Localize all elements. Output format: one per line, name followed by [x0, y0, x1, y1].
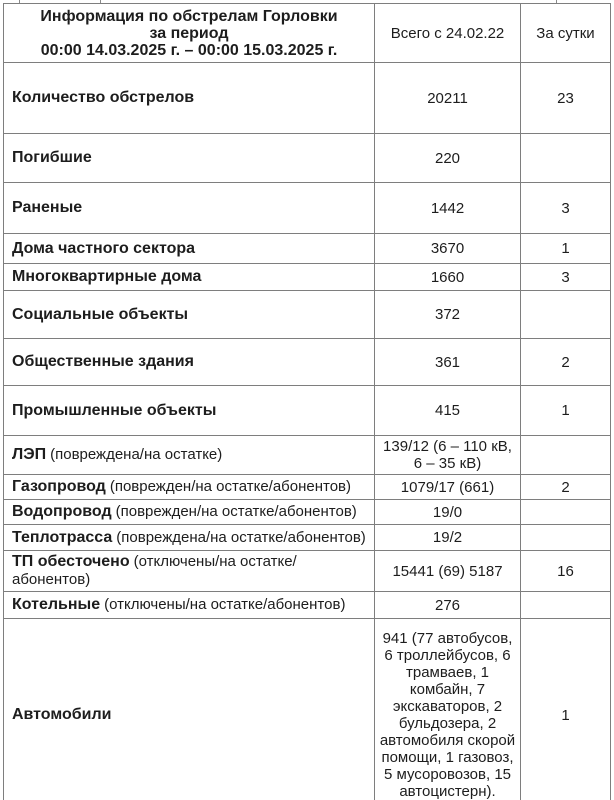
row-daily-value [521, 592, 611, 619]
row-label-note: (поврежден/на остатке/абонентов) [115, 503, 357, 520]
row-label: Количество обстрелов [12, 89, 195, 106]
table-row [4, 619, 611, 800]
row-total-value: 1079/17 (661) [375, 475, 521, 500]
row-label-cell [4, 63, 375, 134]
row-label: Теплотрасса [12, 528, 113, 546]
row-label-cell [4, 475, 375, 500]
row-total-value: 139/12 (6 – 110 кВ, 6 – 35 кВ) [375, 436, 521, 475]
table-row [4, 592, 611, 619]
table-row [4, 475, 611, 500]
row-label-cell [4, 234, 375, 264]
table-row [4, 500, 611, 525]
row-label-cell [4, 551, 375, 592]
row-total-value: 372 [375, 291, 521, 339]
row-total-value: 19/0 [375, 500, 521, 525]
row-label: Водопровод [12, 503, 112, 520]
table-row [4, 525, 611, 551]
table-row [4, 386, 611, 436]
table-body [4, 63, 611, 800]
row-label-note: (повреждена/на остатке) [50, 446, 223, 463]
row-label: Промышленные объекты [12, 401, 217, 419]
column-header-daily: За сутки [521, 4, 611, 63]
row-daily-value: 23 [521, 63, 611, 134]
row-label: Дома частного сектора [12, 239, 196, 257]
row-total-value: 276 [375, 592, 521, 619]
row-daily-value: 1 [521, 234, 611, 264]
row-total-value: 220 [375, 134, 521, 183]
row-label-cell [4, 500, 375, 525]
row-daily-value: 1 [521, 619, 611, 800]
row-daily-value: 2 [521, 475, 611, 500]
row-label: Многоквартирные дома [12, 268, 202, 285]
row-label: Автомобили [12, 706, 112, 723]
table-row [4, 436, 611, 475]
row-daily-value: 1 [521, 386, 611, 436]
row-label: ТП обесточено [12, 553, 130, 570]
row-label: Котельные [12, 596, 101, 613]
row-label-cell [4, 592, 375, 619]
row-daily-value: 16 [521, 551, 611, 592]
row-total-value: 361 [375, 339, 521, 386]
table-row [4, 551, 611, 592]
row-total-value: 3670 [375, 234, 521, 264]
report-title-line1: Информация по обстрелам Горловки [40, 7, 338, 25]
row-label: Газопровод [12, 478, 106, 495]
row-daily-value [521, 525, 611, 551]
row-label-cell [4, 436, 375, 475]
row-total-value: 20211 [375, 63, 521, 134]
row-label: Погибшие [12, 149, 92, 166]
row-label-cell [4, 291, 375, 339]
table-row [4, 234, 611, 264]
row-label-note: (поврежден/на остатке/абонентов) [109, 478, 352, 495]
row-daily-value [521, 134, 611, 183]
row-label-cell [4, 264, 375, 291]
row-label-note: (отключены/на остатке/абонентов) [104, 596, 346, 613]
row-label-cell [4, 183, 375, 234]
row-daily-value: 3 [521, 183, 611, 234]
report-title-line3: 00:00 14.03.2025 г. – 00:00 15.03.2025 г. [40, 41, 338, 59]
row-label-cell [4, 134, 375, 183]
table-row [4, 183, 611, 234]
header-row [4, 4, 611, 63]
table-row [4, 63, 611, 134]
row-total-value: 1660 [375, 264, 521, 291]
row-daily-value: 2 [521, 339, 611, 386]
table-row [4, 264, 611, 291]
row-daily-value: 3 [521, 264, 611, 291]
row-total-value: 1442 [375, 183, 521, 234]
shelling-report-table [3, 3, 611, 800]
row-label-cell [4, 339, 375, 386]
row-label-cell [4, 619, 375, 800]
row-label-note: (повреждена/на остатке/абонентов) [116, 528, 366, 546]
row-total-value: 19/2 [375, 525, 521, 551]
row-daily-value [521, 291, 611, 339]
row-label: Общественные здания [12, 353, 194, 370]
row-label: Социальные объекты [12, 305, 189, 323]
row-total-value: 941 (77 автобусов, 6 троллейбусов, 6 трамваев, 1 комбайн, 7 экскаваторов, 2 бульдозера, 2 автомобиля скорой помощи, 1 газовоз, 5 мусоровозов, 15 автоцистерн). [375, 619, 521, 800]
report-title [4, 4, 375, 63]
row-total-value: 415 [375, 386, 521, 436]
report-title-line2: за период [149, 24, 229, 42]
row-label-cell [4, 386, 375, 436]
row-daily-value [521, 500, 611, 525]
table-row [4, 291, 611, 339]
row-label: Раненые [12, 199, 83, 216]
row-label-cell [4, 525, 375, 551]
column-header-total: Всего с 24.02.22 [375, 4, 521, 63]
table-row [4, 134, 611, 183]
row-label: ЛЭП [12, 446, 47, 463]
row-label-note: (отключены/на остатке/абонентов) [12, 553, 297, 588]
row-daily-value [521, 436, 611, 475]
table-row [4, 339, 611, 386]
row-total-value: 15441 (69) 5187 [375, 551, 521, 592]
